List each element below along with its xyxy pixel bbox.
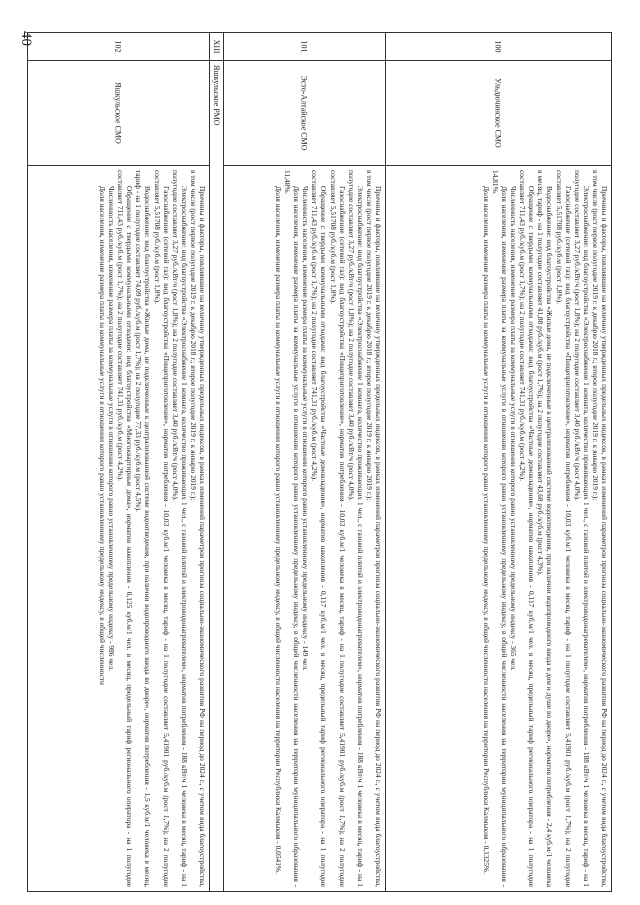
row-number: 100: [494, 40, 503, 53]
paragraph: Электроснабжение: вид благоустройства «Электроснабжение 1 комната, количество проживающих 1 чел., с газовой плитой и электроводонагревателем», норматив потребления - 188 кВт/ч 1 человека в месяц, тариф - на 1 полугодие составляет 3,27 руб./кВт/ч (рост 1,8%); на 2 полугодие составляет 3,40 руб./кВт/ч (рост 4,0%).: [346, 170, 365, 887]
row-number: 101: [300, 40, 309, 53]
paragraph: Обращение с твердыми коммунальными отходами: вид благоустройства «Частные домовладения», норматив накопления - 0,117 куб.м/1 чел. в месяц, предельный тариф регионального оператора - на 1 полугодие составляет 711,43 руб./куб.м (рост 1,7%); на 2 полугодие составляет 741,31 руб./куб.м (рост 4,2%).: [518, 170, 537, 887]
paragraph: Численность населения, изменение размера платы за коммунальные услуги в отношении которого равно установленному предельному индексу - 986 чел.: [107, 186, 117, 671]
indices-table: [27, 32, 612, 892]
paragraph: Доля населения, изменение размера платы за коммунальные услуги в отношении которого равно установленному предельному индексу, в общей численности населения на территории Республики Калмыкия - 0,0541%.: [273, 186, 283, 874]
section-header: [209, 33, 223, 891]
paragraph: Электроснабжение: вид благоустройства «Электроснабжение 1 комната, количество проживающих 1 чел., с газовой плитой и электроводонагревателем», норматив потребления - 188 кВт/ч 1 человека в месяц, тариф - на 1 полугодие составляет 3,27 руб./кВт/ч (рост 1,8%); на 2 полугодие составляет 3,40 руб./кВт/ч (рост 4,0%).: [170, 170, 189, 887]
row-number: 102: [114, 40, 123, 53]
paragraph: Доля населения, изменение размера платы за коммунальные услуги в отношении которого равно установленному предельному индексу, в общей численности населения на территории муниципального образования - 11,48%.: [283, 170, 302, 887]
description-cell: [386, 166, 611, 891]
paragraph: Доля населения, изменение размера платы за коммунальные услуги в отношении которого равно установленному предельному индексу, в общей численности: [97, 186, 107, 685]
municipality-cell: [28, 61, 209, 166]
rotated-page: [27, 32, 612, 892]
paragraph: Причины и факторы, повлиявшие на величину утвержденных предельных индексов, в рамках изменений параметров прогноза социально-экономического развития РФ на период до 2024 г., с учетом вида благоустройства, в том числе (рост первое полугодие 2019 г. к декабрю 2018 г.; второе полугодие 2019 г. к январю 2019 г.):: [364, 170, 383, 887]
municipality-name: Эсто-Алтайское СМО: [300, 75, 309, 151]
table-row: [385, 33, 611, 891]
section-number: XIII: [210, 33, 223, 61]
paragraph: Причины и факторы, повлиявшие на величину утвержденных предельных индексов, в рамках изменений параметров прогноза социально-экономического развития РФ на период до 2024 г., с учетом вида благоустройства, в том числе (рост первое полугодие 2019 г. к декабрю 2018 г.; второе полугодие 2019 г. к январю 2019 г.):: [590, 170, 609, 887]
description-cell: [224, 166, 385, 891]
table-row: [223, 33, 385, 891]
paragraph: Численность населения, изменение размера платы за коммунальные услуги в отношении которого равно установленному предельному индексу - 149 чел.: [301, 186, 311, 671]
paragraph: Водоснабжение: вид благоустройства «Жилые дома, не подключенные к централизованной системе водоотведения, при наличии водопроводного ввода во дворе», норматив потребления - 1,5 куб.м/1 человека в месяц, тариф - на 1 полугодие составляет 74,09 руб./куб.м (рост 1,7%); на 2 полугодие 77,33 руб./куб.м (рост 4,5%).: [134, 170, 153, 887]
municipality-name: Яшкульское СМО: [114, 82, 123, 144]
description-cell: [28, 166, 209, 891]
paragraph: Обращение с твердыми коммунальными отходами: вид благоустройства «Многоквартирные дома», норматив накопления - 0,125 куб.м/1 чел. в месяц, предельный тариф регионального оператора - на 1 полугодие составляет 711,43 руб./куб.м (рост 1,7%); на 2 полугодие составляет 741,31 руб./куб.м (рост 4,2%).: [116, 170, 135, 887]
paragraph: Обращение с твердыми коммунальными отходами: вид благоустройства «Частные домовладения», норматив накопления - 0,117 куб.м/1 чел. в месяц, предельный тариф регионального оператора - на 1 полугодие составляет 711,43 руб./куб.м (рост 1,7%); на 2 полугодие составляет 741,31 руб./куб.м (рост 4,2%).: [310, 170, 329, 887]
paragraph: Численность населения, изменение размера платы за коммунальные услуги в отношении которого равно установленному предельному индексу - 365 чел.: [509, 186, 519, 671]
municipality-cell: [224, 61, 385, 166]
row-number-cell: [386, 33, 611, 61]
paragraph: Газоснабжение (сетевой газ): вид благоустройства «Пищеприготовление», норматив потребления - 10,03 куб.м/1 человека в месяц, тариф - на 1 полугодие составляет 5,41901 руб./куб.м (рост 1,7%); на 2 полугодие составляет 5,51708 руб./куб.м (рост 1,8%).: [328, 170, 347, 887]
table-row: [28, 33, 209, 891]
paragraph: Причины и факторы, повлиявшие на величину утвержденных предельных индексов, в рамках изменений параметров прогноза социально-экономического развития РФ на период до 2024 г., с учетом вида благоустройства, в том числе (рост первое полугодие 2019 г. к декабрю 2018 г.; второе полугодие 2019 г. к январю 2019 г.):: [188, 170, 207, 887]
municipality-name: Ульдючинское СМО: [494, 78, 503, 148]
row-number-cell: [224, 33, 385, 61]
page-number: 40: [18, 31, 34, 46]
paragraph: Доля населения, изменение размера платы за коммунальные услуги в отношении которого равно установленному предельному индексу, в общей численности населения на территории Республики Калмыкия - 0,1325%.: [481, 186, 491, 874]
paragraph: Водоснабжение: вид благоустройства «Жилые дома, не подключенные к централизованной системе водоотведения, при наличии водопроводного ввода в дом и душе во дворе», норматив потребления - 2,4 куб.м/1 человека в месяц, тариф - на 1 полугодие составляет 41,88 руб./куб.м (рост 1,7%); на 2 полугодие составляет 43,68 руб./куб.м (рост 4,3%).: [536, 170, 555, 887]
paragraph: Электроснабжение: вид благоустройства «Электроснабжение 1 комната, количество проживающих 1 чел., с газовой плитой и электроводонагревателем», норматив потребления - 188 кВт/ч 1 человека в месяц, тариф - на 1 полугодие составляет 3,27 руб./кВт/ч (рост 1,8%); на 2 полугодие составляет 3,40 руб./кВт/ч (рост 4,0%).: [572, 170, 591, 887]
municipality-cell: [386, 61, 611, 166]
paragraph: Газоснабжение (сетевой газ): вид благоустройства «Пищеприготовление», норматив потребления - 10,03 куб.м/1 человека в месяц, тариф - на 1 полугодие составляет 5,41901 руб./куб.м (рост 1,7%); на 2 полугодие составляет 5,51708 руб./куб.м (рост 1,8%).: [152, 170, 171, 887]
paragraph: Доля населения, изменение размера платы за коммунальные услуги в отношении которого равно установленному предельному индексу, в общей численности населения на территории муниципального образования - 14,81%.: [490, 170, 509, 887]
row-number-cell: [28, 33, 209, 61]
section-title: Яшкульское РМО: [212, 65, 221, 126]
paragraph: Газоснабжение (сетевой газ): вид благоустройства «Пищеприготовление», норматив потребления - 10,03 куб.м/1 человека в месяц, тариф - на 1 полугодие составляет 5,41901 руб./куб.м (рост 1,7%); на 2 полугодие составляет 5,51708 руб./куб.м (рост 1,8%).: [554, 170, 573, 887]
